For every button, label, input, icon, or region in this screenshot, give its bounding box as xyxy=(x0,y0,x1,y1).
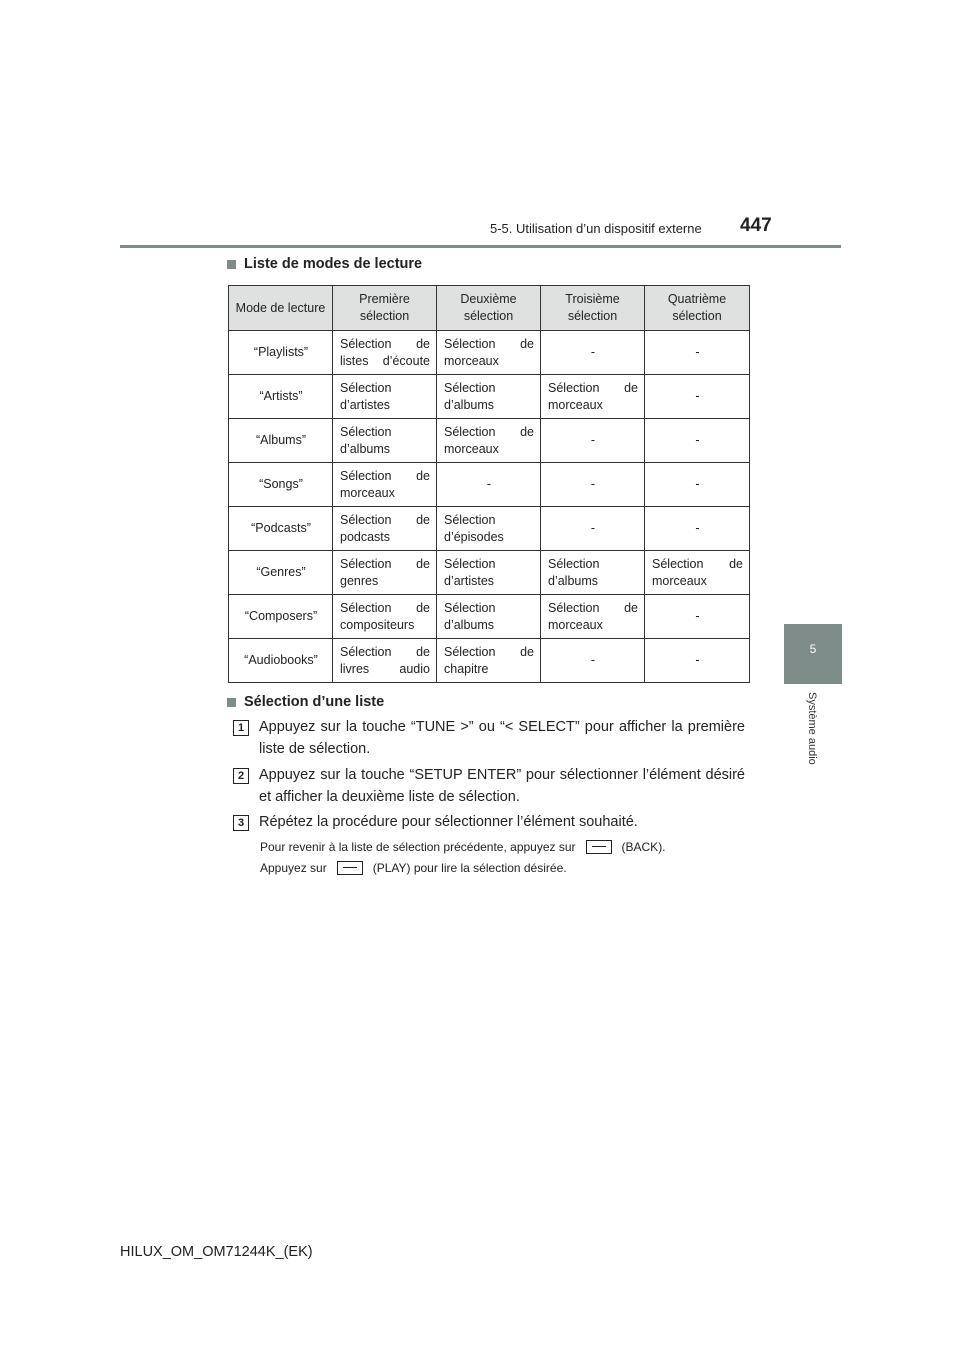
table-cell: Sélection de compositeurs xyxy=(333,595,437,639)
table-cell: “Podcasts” xyxy=(229,507,333,551)
table-row xyxy=(229,551,750,595)
note-play xyxy=(260,861,567,875)
table-cell: Sélection de podcasts xyxy=(333,507,437,551)
section-heading-text: Sélection d’une liste xyxy=(244,694,385,710)
table-cell: - xyxy=(645,507,750,551)
table-cell: Sélection d’albums xyxy=(333,419,437,463)
table-cell: - xyxy=(541,419,645,463)
table-cell: - xyxy=(645,331,750,375)
table-cell: Sélection d’albums xyxy=(437,595,541,639)
column-header: Quatrième sélection xyxy=(645,286,750,331)
table-row xyxy=(229,463,750,507)
table-cell: - xyxy=(541,507,645,551)
table-cell: - xyxy=(645,419,750,463)
note-text: (PLAY) pour lire la sélection désirée. xyxy=(372,861,567,875)
table-cell: “Composers” xyxy=(229,595,333,639)
step-text: Appuyez sur la touche “TUNE >” ou “< SELECT” pour afficher la première liste de sélection. xyxy=(259,719,745,757)
table-cell: Sélection de livres audio xyxy=(333,639,437,683)
table-cell: Sélection de morceaux xyxy=(437,331,541,375)
table-cell: “Artists” xyxy=(229,375,333,419)
chapter-title: Système audio xyxy=(806,692,818,765)
table-cell: Sélection de morceaux xyxy=(645,551,750,595)
table-cell: “Albums” xyxy=(229,419,333,463)
note-text: (BACK). xyxy=(621,840,666,854)
column-header: Deuxième sélection xyxy=(437,286,541,331)
table-row xyxy=(229,375,750,419)
step-number-badge: 2 xyxy=(233,768,249,784)
table-cell: Sélection de morceaux xyxy=(541,595,645,639)
page-number: 447 xyxy=(740,215,772,236)
table-cell: Sélection de morceaux xyxy=(333,463,437,507)
column-header: Première sélection xyxy=(333,286,437,331)
running-header: 5-5. Utilisation d’un dispositif externe xyxy=(490,221,702,236)
table-cell: Sélection d’artistes xyxy=(437,551,541,595)
table-header-row xyxy=(229,286,750,331)
table-cell: - xyxy=(645,595,750,639)
table-row xyxy=(229,595,750,639)
step-text: Appuyez sur la touche “SETUP ENTER” pour sélectionner l’élément désiré et afficher la deuxième liste de sélection. xyxy=(259,767,745,805)
table-row xyxy=(229,639,750,683)
table-cell: “Playlists” xyxy=(229,331,333,375)
table-cell: Sélection de chapitre xyxy=(437,639,541,683)
note-text: Pour revenir à la liste de sélection précédente, appuyez sur xyxy=(260,840,576,854)
table-cell: Sélection d’épisodes xyxy=(437,507,541,551)
chapter-number: 5 xyxy=(809,642,817,656)
table-cell: - xyxy=(437,463,541,507)
table-cell: Sélection d’artistes xyxy=(333,375,437,419)
table-row xyxy=(229,419,750,463)
note-back xyxy=(260,840,666,854)
step-number-badge: 1 xyxy=(233,720,249,736)
table-cell: Sélection de listes d’écoute xyxy=(333,331,437,375)
note-text: Appuyez sur xyxy=(260,861,327,875)
playback-modes-table xyxy=(228,285,750,683)
table-cell: - xyxy=(541,639,645,683)
section-heading-text: Liste de modes de lecture xyxy=(244,256,423,272)
header-divider xyxy=(120,245,841,248)
section-heading-selection xyxy=(227,694,384,710)
table-row xyxy=(229,507,750,551)
square-bullet-icon xyxy=(227,698,236,707)
table-cell: “Audiobooks” xyxy=(229,639,333,683)
table-cell: - xyxy=(645,639,750,683)
table-cell: “Songs” xyxy=(229,463,333,507)
section-heading-modes xyxy=(227,256,422,272)
table-cell: - xyxy=(645,463,750,507)
table-cell: - xyxy=(541,331,645,375)
step-text: Répétez la procédure pour sélectionner l’élément souhaité. xyxy=(259,814,638,830)
table-cell: “Genres” xyxy=(229,551,333,595)
table-cell: Sélection de genres xyxy=(333,551,437,595)
table-cell: - xyxy=(645,375,750,419)
table-cell: Sélection de morceaux xyxy=(437,419,541,463)
table-cell: Sélection d’albums xyxy=(541,551,645,595)
back-key-icon xyxy=(586,840,612,854)
square-bullet-icon xyxy=(227,260,236,269)
column-header: Troisième sélection xyxy=(541,286,645,331)
table-cell: - xyxy=(541,463,645,507)
step-number-badge: 3 xyxy=(233,815,249,831)
chapter-tab xyxy=(784,624,842,684)
table-cell: Sélection de morceaux xyxy=(541,375,645,419)
footer-model-code: HILUX_OM_OM71244K_(EK) xyxy=(120,1244,313,1260)
column-header: Mode de lecture xyxy=(229,286,333,331)
table-cell: Sélection d’albums xyxy=(437,375,541,419)
play-key-icon xyxy=(337,861,363,875)
table-row xyxy=(229,331,750,375)
